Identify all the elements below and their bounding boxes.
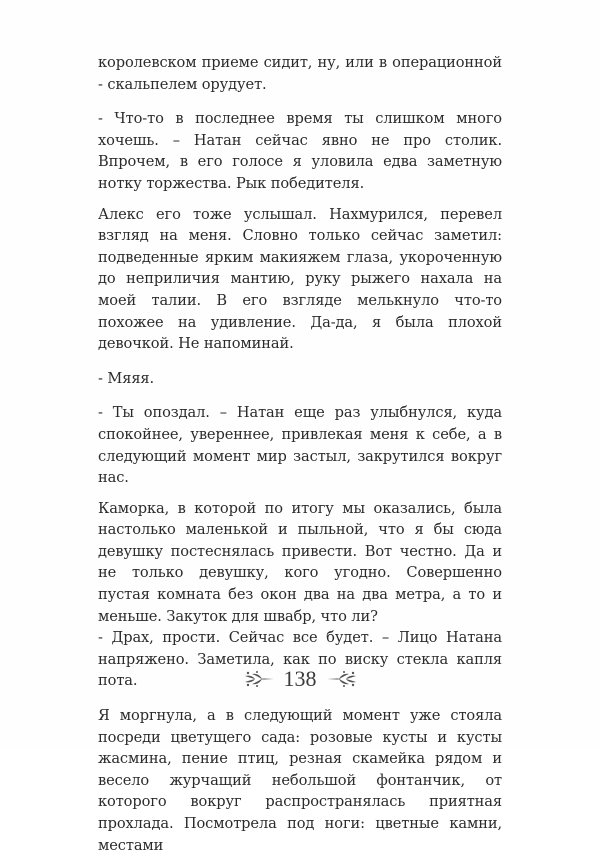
- paragraph: - Драх, прости. Сейчас все будет. – Лицо Натана напряжено. Заметила, как по виску стекла капля пота.: [98, 629, 502, 690]
- paragraph: Каморка, в которой по итогу мы оказались, была настолько маленькой и пыльной, что я бы сюда девушку постеснялась привести. Вот честно. Да и не только девушку, кого угодно. Совершенно пустая комната без окон два на два метра, а то и меньше. Закуток для швабр, что ли?: [98, 499, 502, 625]
- paragraph: Алекс его тоже услышал. Нахмурился, перевел взгляд на меня. Словно только сейчас заметил: подведенные ярким макияжем глаза, укороченную до неприличия мантию, руку рыжего нахала на моей талии. В его взгляде мелькнуло что-то похожее на удивление. Да-да, я была плохой девочкой. Не напоминай.: [98, 205, 502, 353]
- paragraph: - Мяяя.: [98, 369, 155, 387]
- page-footer: [0, 662, 600, 696]
- paragraph: Я моргнула, а в следующий момент уже стояла посреди цветущего сада: розовые кусты и кусты жасмина, пение птиц, резная скамейка рядом и весело журчащий небольшой фонтанчик, от которого вокруг распространялась приятная прохлада. Посмотрела под ноги: цветные камни, местами: [98, 707, 502, 854]
- body-text: [98, 52, 502, 856]
- paragraph: - Ты опоздал. – Натан еще раз улыбнулся, куда спокойнее, увереннее, привлекая меня к себе, а в следующий момент мир застыл, закрутился вокруг нас.: [98, 404, 502, 487]
- leaf-ornament-icon: [325, 669, 359, 689]
- paragraph: королевском приеме сидит, ну, или в операционной - скальпелем орудует.: [98, 54, 502, 93]
- page-number: 138: [283, 666, 317, 691]
- leaf-ornament-icon: [242, 669, 276, 689]
- paragraph: - Что-то в последнее время ты слишком много хочешь. – Натан сейчас явно не про столик. Впрочем, в его голосе я уловила едва заметную нотку торжества. Рык победителя.: [98, 110, 502, 192]
